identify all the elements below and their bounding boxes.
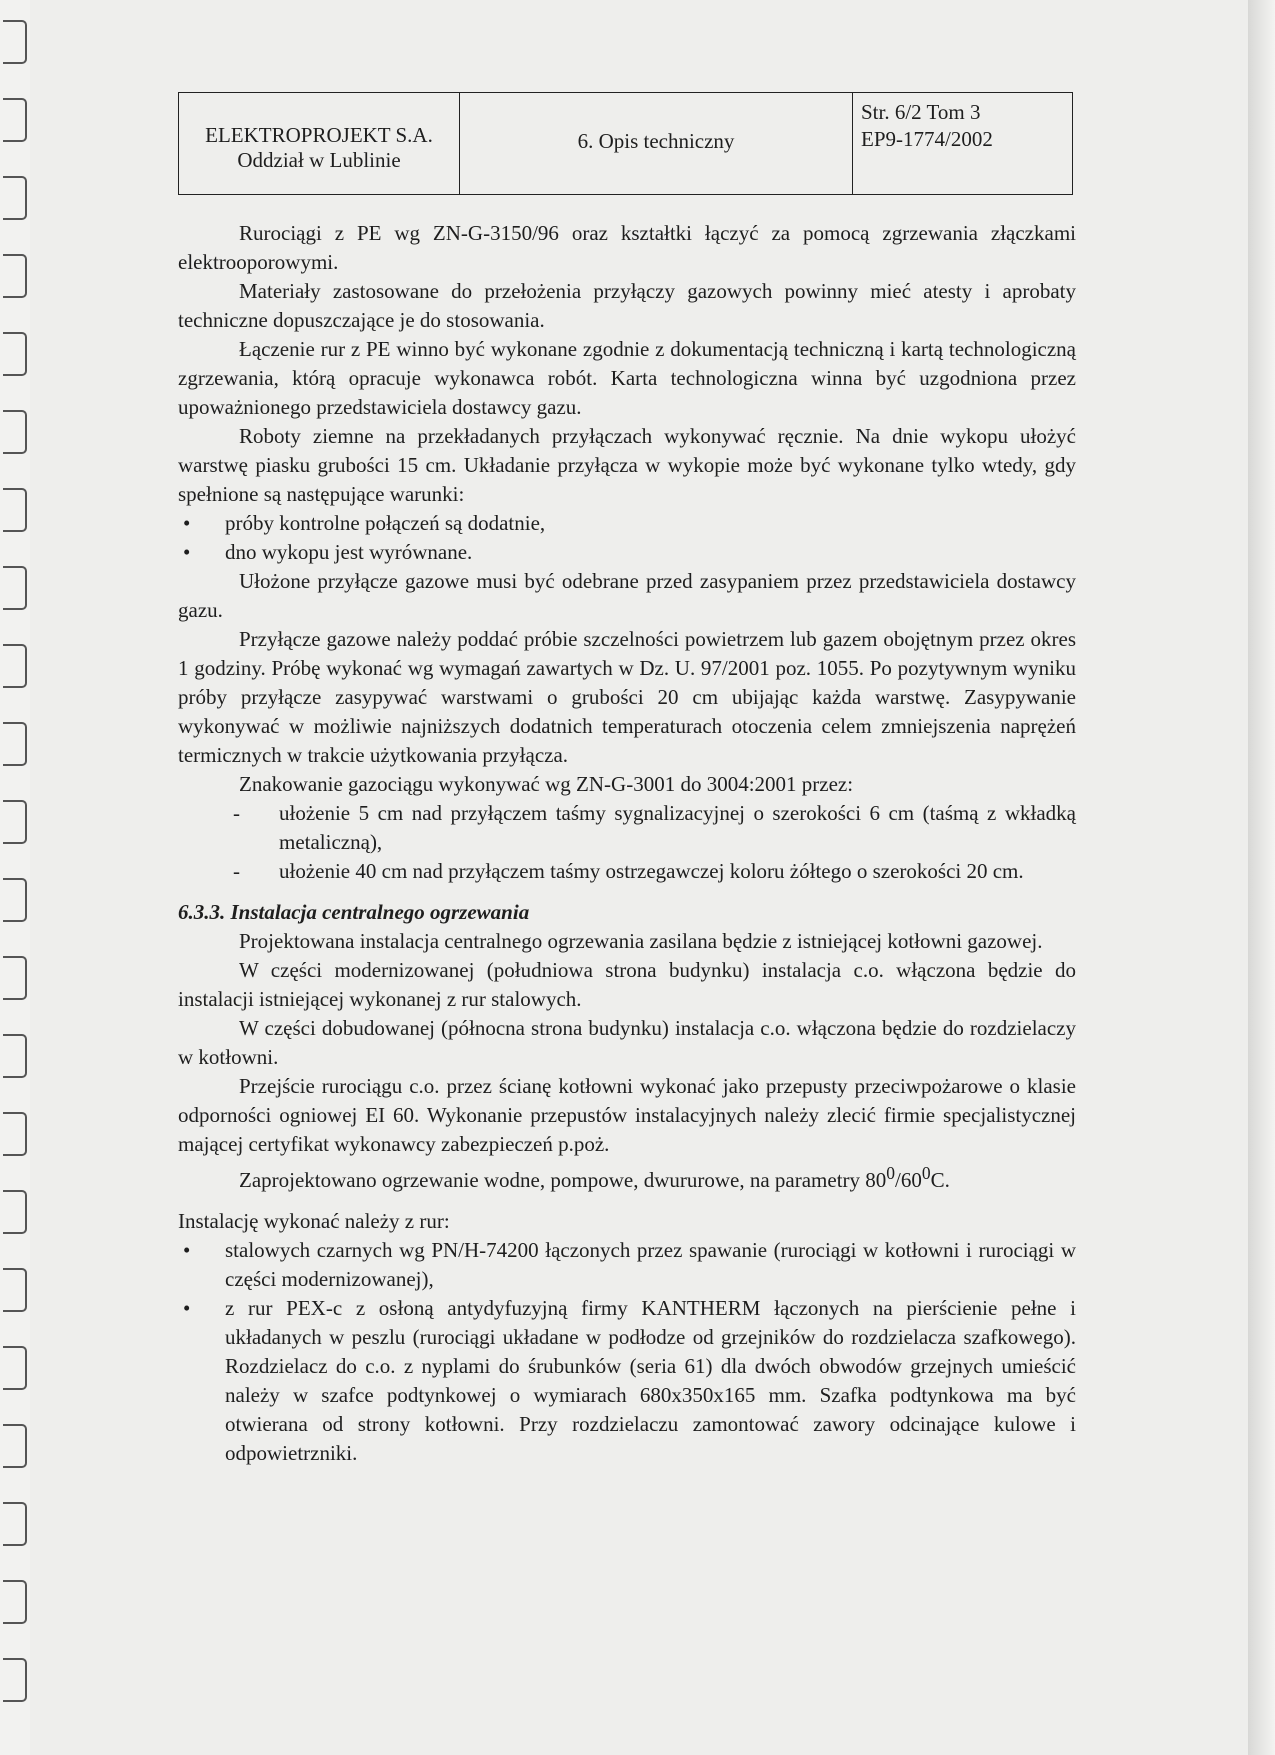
marking-list: [178, 799, 1076, 886]
binding-ring: [3, 1112, 27, 1156]
binding-ring: [3, 98, 27, 142]
binding-ring: [3, 956, 27, 1000]
binding-ring: [3, 20, 27, 64]
superscript: 0: [921, 1163, 931, 1183]
paragraph: Instalację wykonać należy z rur:: [178, 1209, 450, 1233]
binding-ring: [3, 878, 27, 922]
binding-ring: [3, 1268, 27, 1312]
document-number: EP9-1774/2002: [861, 127, 993, 151]
paragraph: Znakowanie gazociągu wykonywać wg ZN-G-3001 do 3004:2001 przez:: [239, 772, 854, 796]
paragraph-parameters: [178, 1159, 1076, 1195]
page-header-table: [178, 92, 1073, 195]
section-heading: 6.3.3. Instalacja centralnego ogrzewania: [178, 900, 530, 924]
list-item: • z rur PEX-c z osłoną antydyfuzyjną firmy KANTHERM łączonych na pierścienie pełne i układanych w peszlu (rurociągi układane w podłodze od grzejników do rozdzielacza szafkowego). Rozdzielacz do c.o. z nyplami do śrubunków (seria 61) dla dwóch obwodów grzejnych umieścić należy w szafce podtynkowej o wymiarach 680x350x165 mm. Szafka podtynkowa ma być otwierana od strony kotłowni. Przy rozdzielaczu zamontować zawory odcinające kulowe i odpowietrzniki.: [178, 1294, 1076, 1468]
conditions-list: [178, 509, 1076, 567]
binding-ring: [3, 410, 27, 454]
binding-ring: [3, 488, 27, 532]
text-run: Zaprojektowano ogrzewanie wodne, pompowe, dwururowe, na parametry 80: [239, 1168, 887, 1192]
binding-ring: [3, 644, 27, 688]
paragraph: Ułożone przyłącze gazowe musi być odebrane przed zasypaniem przez przedstawiciela dostawcy gazu.: [178, 569, 1076, 622]
header-section-cell: [460, 93, 853, 194]
paragraph: Przyłącze gazowe należy poddać próbie szczelności powietrzem lub gazem obojętnym przez okres 1 godziny. Próbę wykonać wg wymagań zawartych w Dz. U. 97/2001 poz. 1055. Po pozytywnym wyniku próby przyłącze zasypywać warstwami o grubości 20 cm ubijając każda warstwę. Zasypywanie wykonywać w możliwie najniższych dodatnich temperaturach otoczenia celem zmniejszenia naprężeń termicznych w trakcie użytkowania przyłącza.: [178, 627, 1076, 767]
binding-ring: [3, 332, 27, 376]
paragraph: W części modernizowanej (południowa strona budynku) instalacja c.o. włączona będzie do instalacji istniejącej wykonanej z rur stalowych.: [178, 958, 1076, 1011]
paragraph: Projektowana instalacja centralnego ogrzewania zasilana będzie z istniejącej kotłowni gazowej.: [239, 929, 1043, 953]
branch-name: Oddział w Lublinie: [237, 148, 401, 172]
list-item: • stalowych czarnych wg PN/H-74200 łączonych przez spawanie (rurociągi w kotłowni i rurociągi w części modernizowanej),: [178, 1236, 1076, 1294]
header-company-cell: [179, 93, 460, 194]
spiral-binding: [0, 0, 30, 1755]
binding-ring: [3, 1424, 27, 1468]
binding-ring: [3, 1034, 27, 1078]
binding-ring: [3, 566, 27, 610]
binding-ring: [3, 1502, 27, 1546]
binding-ring: [3, 1190, 27, 1234]
page-reference: Str. 6/2 Tom 3: [861, 100, 981, 124]
paragraph: W części dobudowanej (północna strona budynku) instalacja c.o. włączona będzie do rozdzielaczy w kotłowni.: [178, 1016, 1076, 1069]
header-reference-cell: [853, 93, 1072, 194]
binding-ring: [3, 722, 27, 766]
list-item: - ułożenie 5 cm nad przyłączem taśmy sygnalizacyjnej o szerokości 6 cm (taśmą z wkładką metaliczną),: [178, 799, 1076, 857]
paragraph: Przejście rurociągu c.o. przez ścianę kotłowni wykonać jako przepusty przeciwpożarowe o klasie odporności ogniowej EI 60. Wykonanie przepustów instalacyjnych należy zlecić firmie specjalistycznej mającej certyfikat wykonawcy zabezpieczeń p.poż.: [178, 1074, 1076, 1156]
page-edge-shadow: [1248, 0, 1275, 1755]
binding-ring: [3, 1658, 27, 1702]
pipe-types-list: [178, 1236, 1076, 1468]
list-item: • dno wykopu jest wyrównane.: [178, 538, 1076, 567]
company-name: ELEKTROPROJEKT S.A.: [205, 123, 433, 147]
binding-ring: [3, 1580, 27, 1624]
binding-ring: [3, 254, 27, 298]
binding-ring: [3, 800, 27, 844]
superscript: 0: [886, 1163, 896, 1183]
paragraph: Roboty ziemne na przekładanych przyłączach wykonywać ręcznie. Na dnie wykopu ułożyć warstwę piasku grubości 15 cm. Układanie przyłącza w wykopie może być wykonane tylko wtedy, gdy spełnione są następujące warunki:: [178, 424, 1076, 506]
document-body: [178, 219, 1076, 1468]
paragraph: Materiały zastosowane do przełożenia przyłączy gazowych powinny mieć atesty i aprobaty techniczne dopuszczające je do stosowania.: [178, 279, 1076, 332]
binding-ring: [3, 1346, 27, 1390]
binding-ring: [3, 176, 27, 220]
paragraph: Łączenie rur z PE winno być wykonane zgodnie z dokumentacją techniczną i kartą technologiczną zgrzewania, którą opracuje wykonawca robót. Karta technologiczna winna być uzgodniona przez upoważnionego przedstawiciela dostawcy gazu.: [178, 337, 1076, 419]
list-item: • próby kontrolne połączeń są dodatnie,: [178, 509, 1076, 538]
list-item: - ułożenie 40 cm nad przyłączem taśmy ostrzegawczej koloru żółtego o szerokości 20 cm.: [178, 857, 1076, 886]
section-name: 6. Opis techniczny: [577, 129, 735, 153]
text-run: C.: [930, 1168, 950, 1192]
paragraph: Rurociągi z PE wg ZN-G-3150/96 oraz kształtki łączyć za pomocą zgrzewania złączkami elektrooporowymi.: [178, 221, 1076, 274]
text-run: /60: [895, 1168, 922, 1192]
